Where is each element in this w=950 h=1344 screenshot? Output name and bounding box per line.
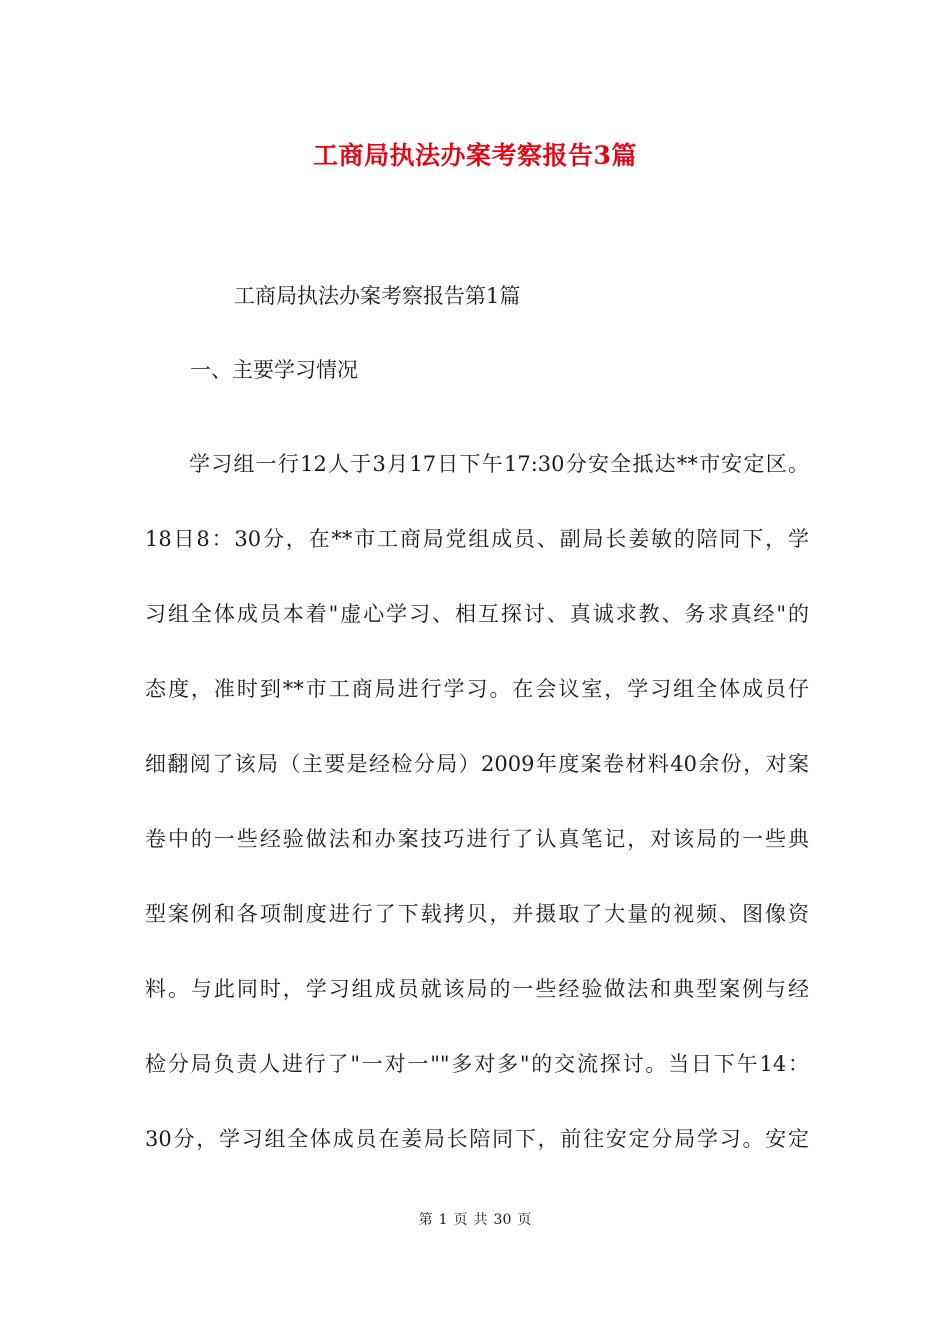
paragraph-line: 态度，准时到**市工商局进行学习。在会议室，学习组全体成员仔 (145, 677, 809, 701)
footer-current-page: 1 (438, 1212, 448, 1228)
document-title: 工商局执法办案考察报告3篇 (313, 141, 637, 170)
paragraph-line: 检分局负责人进行了"一对一""多对多"的交流探讨。当日下午14： (145, 1052, 809, 1076)
paragraph-line: 型案例和各项制度进行了下载拷贝，并摄取了大量的视频、图像资 (145, 902, 809, 926)
body-paragraph (145, 427, 809, 1177)
paragraph-line: 18日8：30分，在**市工商局党组成员、副局长姜敏的陪同下，学 (145, 527, 809, 551)
paragraph-line: 细翻阅了该局（主要是经检分局）2009年度案卷材料40余份，对案 (145, 752, 809, 776)
paragraph-line: 料。与此同时，学习组成员就该局的一些经验做法和典型案例与经 (145, 977, 809, 1001)
paragraph-line: 30分，学习组全体成员在姜局长陪同下，前往安定分局学习。安定 (145, 1127, 809, 1151)
footer-prefix: 第 (418, 1212, 433, 1228)
page-footer (0, 1209, 950, 1229)
paragraph-line: 学习组一行12人于3月17日下午17:30分安全抵达**市安定区。 (189, 452, 809, 476)
footer-total-label: 共 (473, 1212, 488, 1228)
footer-suffix: 页 (517, 1212, 532, 1228)
footer-page-label: 页 (453, 1212, 468, 1228)
paragraph-line: 习组全体成员本着"虚心学习、相互探讨、真诚求教、务求真经"的 (145, 602, 809, 626)
section-heading: 一、主要学习情况 (190, 358, 358, 382)
footer-total-pages: 30 (493, 1212, 512, 1228)
document-subtitle: 工商局执法办案考察报告第1篇 (234, 284, 521, 308)
paragraph-line: 卷中的一些经验做法和办案技巧进行了认真笔记，对该局的一些典 (145, 827, 809, 851)
